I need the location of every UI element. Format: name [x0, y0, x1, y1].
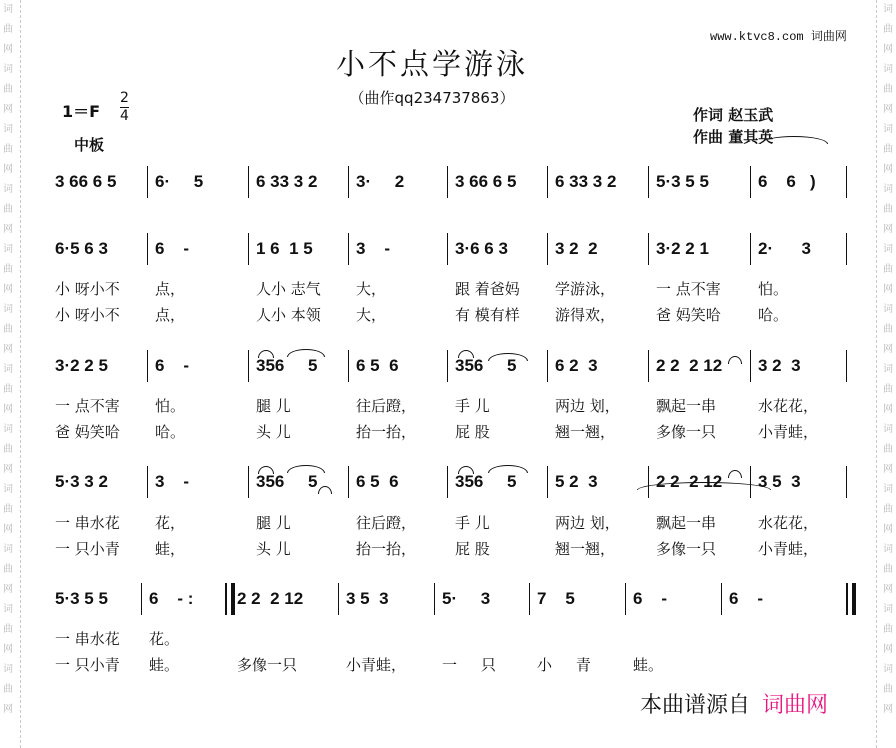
lyric-segment: 多像一只 — [656, 423, 717, 441]
watermark-char: 曲 — [3, 624, 13, 635]
bar-line — [625, 583, 626, 615]
watermark-char: 曲 — [3, 324, 13, 335]
lyric-segment: 手 儿 — [455, 397, 490, 415]
watermark-char: 词 — [883, 64, 893, 75]
watermark-char: 网 — [883, 404, 893, 415]
bar-line — [147, 466, 148, 498]
watermark-char: 词 — [883, 124, 893, 135]
watermark-char: 曲 — [883, 564, 893, 575]
lyric-segment: 跟 着爸妈 — [455, 280, 520, 298]
measure: 6 - — [729, 589, 764, 608]
bar-line — [248, 350, 249, 382]
bar-line — [147, 166, 148, 198]
time-sig-bottom: 4 — [120, 108, 129, 124]
lyric-segment: 怕。 — [758, 280, 789, 298]
watermark-char: 曲 — [3, 204, 13, 215]
watermark-char: 网 — [3, 44, 13, 55]
lyric-segment: 水花花， — [758, 397, 819, 415]
measure: 6 - — [633, 589, 668, 608]
bar-line — [248, 166, 249, 198]
lyric-segment: 飘起一串 — [656, 514, 717, 532]
lyric-segment: 头 儿 — [256, 423, 291, 441]
bar-line — [648, 466, 649, 498]
measure: 3 5 3 — [346, 589, 389, 608]
watermark-char: 词 — [3, 4, 13, 15]
lyric-segment: 腿 儿 — [256, 514, 291, 532]
measure: 3 - — [155, 472, 190, 491]
bar-line — [348, 466, 349, 498]
watermark-char: 网 — [883, 44, 893, 55]
lyric-segment: 腿 儿 — [256, 397, 291, 415]
measure: 3 5 3 — [758, 472, 801, 491]
lyric-segment: 头 儿 — [256, 540, 291, 558]
watermark-char: 词 — [883, 4, 893, 15]
measure: 5· 3 — [442, 589, 491, 608]
lyric-segment: 一 点不害 — [656, 280, 721, 298]
watermark-char: 网 — [3, 164, 13, 175]
watermark-char: 网 — [3, 284, 13, 295]
measure: 6 33 3 2 — [256, 172, 318, 191]
measure: 6 5 6 — [356, 356, 399, 375]
watermark-char: 曲 — [883, 204, 893, 215]
lyric-segment: 大， — [356, 280, 387, 298]
bar-line — [447, 233, 448, 265]
measure: 3 66 6 5 — [455, 172, 517, 191]
measure: 6· 5 — [155, 172, 204, 191]
watermark-char: 词 — [3, 484, 13, 495]
watermark-char: 曲 — [3, 264, 13, 275]
bar-line — [547, 233, 548, 265]
measure: 356 5 — [455, 472, 517, 491]
watermark-char: 曲 — [883, 444, 893, 455]
watermark-char: 网 — [3, 344, 13, 355]
lyric-segment: 屁 股 — [455, 540, 490, 558]
measure: 3·2 2 1 — [656, 239, 709, 258]
lyric-segment: 人小 志气 — [256, 280, 321, 298]
watermark-char: 词 — [883, 604, 893, 615]
watermark-char: 词 — [3, 244, 13, 255]
watermark-char: 词 — [883, 544, 893, 555]
slur-mark — [258, 350, 274, 358]
watermark-char: 曲 — [3, 564, 13, 575]
lyric-segment: 哈。 — [758, 306, 789, 324]
bar-line — [846, 233, 847, 265]
lyric-segment: 小青蛙， — [346, 656, 407, 674]
watermark-char: 曲 — [3, 684, 13, 695]
watermark-char: 曲 — [883, 324, 893, 335]
tempo-marking: 中板 — [74, 136, 105, 154]
watermark-char: 网 — [3, 644, 13, 655]
watermark-char: 曲 — [883, 504, 893, 515]
watermark-char: 曲 — [883, 144, 893, 155]
bar-line — [529, 583, 530, 615]
lyric-segment: 花。 — [149, 630, 180, 648]
lyricist-credit: 作词 赵玉武 — [693, 106, 774, 124]
measure: 6 5 6 — [356, 472, 399, 491]
measure: 6 2 3 — [555, 356, 598, 375]
slur-mark — [458, 466, 474, 474]
watermark-char: 曲 — [3, 84, 13, 95]
slur-mark — [488, 353, 528, 361]
slur-mark — [458, 350, 474, 358]
watermark-char: 词 — [3, 424, 13, 435]
watermark-char: 网 — [883, 344, 893, 355]
lyric-segment: 一 串水花 — [55, 630, 120, 648]
measure: 2 2 2 12 — [656, 356, 723, 375]
lyric-segment: 小 呀小不 — [55, 306, 120, 324]
measure: 1 6 1 5 — [256, 239, 313, 258]
time-sig-top: 2 — [120, 90, 129, 106]
lyric-segment: 点， — [155, 280, 186, 298]
slur-mark — [287, 349, 325, 357]
lyric-segment: 爸 妈笑哈 — [55, 423, 120, 441]
site-url: www.ktvc8.com 词曲网 — [710, 30, 847, 44]
bar-line — [547, 166, 548, 198]
measure: 3 2 2 — [555, 239, 598, 258]
lyric-segment: 小青蛙， — [758, 423, 819, 441]
subtitle: （曲作qq234737863） — [349, 89, 515, 107]
bar-line — [648, 233, 649, 265]
watermark-char: 词 — [3, 304, 13, 315]
watermark-char: 曲 — [883, 624, 893, 635]
bar-line — [248, 233, 249, 265]
bar-line — [248, 466, 249, 498]
watermark-char: 词 — [883, 664, 893, 675]
watermark-char: 曲 — [3, 144, 13, 155]
watermark-char: 词 — [883, 484, 893, 495]
key-signature: 1＝F — [62, 102, 101, 121]
bar-line — [147, 233, 148, 265]
lyric-segment: 多像一只 — [237, 656, 298, 674]
watermark-char: 词 — [883, 304, 893, 315]
bar-line — [547, 466, 548, 498]
bar-line — [547, 350, 548, 382]
measure: 3 2 3 — [758, 356, 801, 375]
slur-mark — [760, 136, 828, 144]
lyric-segment: 两边 划， — [555, 514, 620, 532]
page-title: 小不点学游泳 — [335, 47, 528, 81]
watermark-char: 曲 — [3, 444, 13, 455]
watermark-char: 曲 — [3, 504, 13, 515]
watermark-char: 曲 — [883, 264, 893, 275]
slur-mark — [258, 466, 274, 474]
watermark-char: 词 — [3, 364, 13, 375]
measure: 3· 2 — [356, 172, 405, 191]
staff-row — [0, 589, 896, 619]
bar-line — [141, 583, 142, 615]
measure: 2· 3 — [758, 239, 811, 258]
lyric-segment: 蛙， — [155, 540, 186, 558]
watermark-char: 网 — [883, 704, 893, 715]
bar-line — [147, 350, 148, 382]
lyric-segment: 屁 股 — [455, 423, 490, 441]
lyric-segment: 小 呀小不 — [55, 280, 120, 298]
bar-line — [648, 350, 649, 382]
slur-mark — [488, 465, 528, 473]
watermark-char: 曲 — [3, 24, 13, 35]
watermark-char: 网 — [883, 104, 893, 115]
lyric-segment: 一 只 — [442, 656, 496, 674]
lyric-segment: 小 青 — [537, 656, 591, 674]
watermark-char: 网 — [883, 224, 893, 235]
bar-line — [846, 466, 847, 498]
lyric-segment: 有 模有样 — [455, 306, 520, 324]
bar-line — [348, 350, 349, 382]
lyric-segment: 大， — [356, 306, 387, 324]
measure: 6 33 3 2 — [555, 172, 617, 191]
lyric-segment: 水花花， — [758, 514, 819, 532]
measure: 356 5 — [256, 356, 318, 375]
staff-row — [0, 239, 896, 269]
bar-line — [338, 583, 339, 615]
watermark-char: 网 — [3, 704, 13, 715]
bar-line — [447, 466, 448, 498]
lyric-segment: 花， — [155, 514, 186, 532]
lyric-segment: 人小 本领 — [256, 306, 321, 324]
bar-line — [434, 583, 435, 615]
watermark-char: 网 — [883, 524, 893, 535]
watermark-char: 网 — [883, 164, 893, 175]
watermark-char: 曲 — [3, 384, 13, 395]
watermark-char: 网 — [3, 524, 13, 535]
measure: 5·3 3 2 — [55, 472, 108, 491]
measure: 5·3 5 5 — [55, 589, 108, 608]
bar-line — [750, 350, 751, 382]
footer-brand: 词曲网 — [762, 693, 829, 718]
watermark-char: 网 — [883, 464, 893, 475]
measure: 6·5 6 3 — [55, 239, 108, 258]
measure: 5 2 3 — [555, 472, 598, 491]
bar-line — [721, 583, 722, 615]
lyric-segment: 两边 划， — [555, 397, 620, 415]
watermark-char: 词 — [883, 244, 893, 255]
lyric-segment: 学游泳， — [555, 280, 616, 298]
lyric-segment: 蛙。 — [633, 656, 664, 674]
measure: 6 - : — [149, 589, 194, 608]
measure: 5·3 5 5 — [656, 172, 709, 191]
measure: 3·6 6 3 — [455, 239, 508, 258]
watermark-char: 网 — [3, 404, 13, 415]
source-footer — [640, 688, 828, 719]
watermark-char: 网 — [883, 584, 893, 595]
measure: 2 2 2 12 — [656, 472, 723, 491]
watermark-char: 曲 — [883, 84, 893, 95]
bar-line — [750, 233, 751, 265]
lyric-segment: 往后蹬， — [356, 397, 417, 415]
bar-line — [750, 466, 751, 498]
watermark-char: 词 — [883, 364, 893, 375]
lyric-segment: 怕。 — [155, 397, 186, 415]
bar-line — [447, 166, 448, 198]
watermark-char: 曲 — [883, 684, 893, 695]
lyric-segment: 一 点不害 — [55, 397, 120, 415]
watermark-char: 网 — [3, 464, 13, 475]
lyric-segment: 一 串水花 — [55, 514, 120, 532]
bar-line — [447, 350, 448, 382]
lyric-segment: 翘一翘， — [555, 540, 616, 558]
lyric-segment: 哈。 — [155, 423, 186, 441]
measure: 356 5 — [455, 356, 517, 375]
lyric-segment: 抬一抬， — [356, 423, 417, 441]
bar-line — [648, 166, 649, 198]
lyric-segment: 飘起一串 — [656, 397, 717, 415]
bar-line — [225, 583, 227, 615]
lyric-segment: 游得欢， — [555, 306, 616, 324]
bar-line — [846, 166, 847, 198]
lyric-segment: 点， — [155, 306, 186, 324]
watermark-char: 词 — [3, 604, 13, 615]
watermark-char: 网 — [3, 224, 13, 235]
lyric-segment: 抬一抬， — [356, 540, 417, 558]
lyric-segment: 小青蛙， — [758, 540, 819, 558]
staff-row — [0, 172, 896, 202]
lyric-segment: 手 儿 — [455, 514, 490, 532]
measure: 356 5 — [256, 472, 318, 491]
bar-line — [846, 583, 848, 615]
watermark-char: 曲 — [883, 24, 893, 35]
measure: 3 66 6 5 — [55, 172, 117, 191]
measure: 7 5 — [537, 589, 575, 608]
slur-mark — [287, 465, 325, 473]
lyric-segment: 一 只小青 — [55, 540, 120, 558]
watermark-char: 词 — [883, 424, 893, 435]
lyric-segment: 爸 妈笑哈 — [656, 306, 721, 324]
measure: 6 6 ) — [758, 172, 816, 191]
watermark-char: 词 — [3, 64, 13, 75]
measure: 6 - — [155, 239, 190, 258]
watermark-char: 网 — [883, 284, 893, 295]
bar-line — [348, 233, 349, 265]
watermark-char: 词 — [3, 544, 13, 555]
bar-line — [846, 350, 847, 382]
watermark-char: 词 — [3, 184, 13, 195]
watermark-char: 词 — [3, 664, 13, 675]
measure: 2 2 2 12 — [237, 589, 304, 608]
watermark-char: 网 — [3, 104, 13, 115]
lyric-segment: 往后蹬， — [356, 514, 417, 532]
watermark-char: 网 — [3, 584, 13, 595]
measure: 3 - — [356, 239, 391, 258]
lyric-segment: 一 只小青 — [55, 656, 120, 674]
bar-line — [348, 166, 349, 198]
bar-line — [750, 166, 751, 198]
lyric-segment: 蛙。 — [149, 656, 180, 674]
watermark-char: 网 — [883, 644, 893, 655]
lyric-segment: 多像一只 — [656, 540, 717, 558]
watermark-char: 词 — [3, 124, 13, 135]
measure: 3·2 2 5 — [55, 356, 108, 375]
footer-text: 本曲谱源自 — [640, 693, 751, 718]
measure: 6 - — [155, 356, 190, 375]
lyric-segment: 翘一翘， — [555, 423, 616, 441]
watermark-char: 词 — [883, 184, 893, 195]
time-signature — [120, 90, 129, 125]
composer-credit: 作曲 董其英 — [693, 128, 774, 146]
watermark-char: 曲 — [883, 384, 893, 395]
staff-row — [0, 356, 896, 386]
